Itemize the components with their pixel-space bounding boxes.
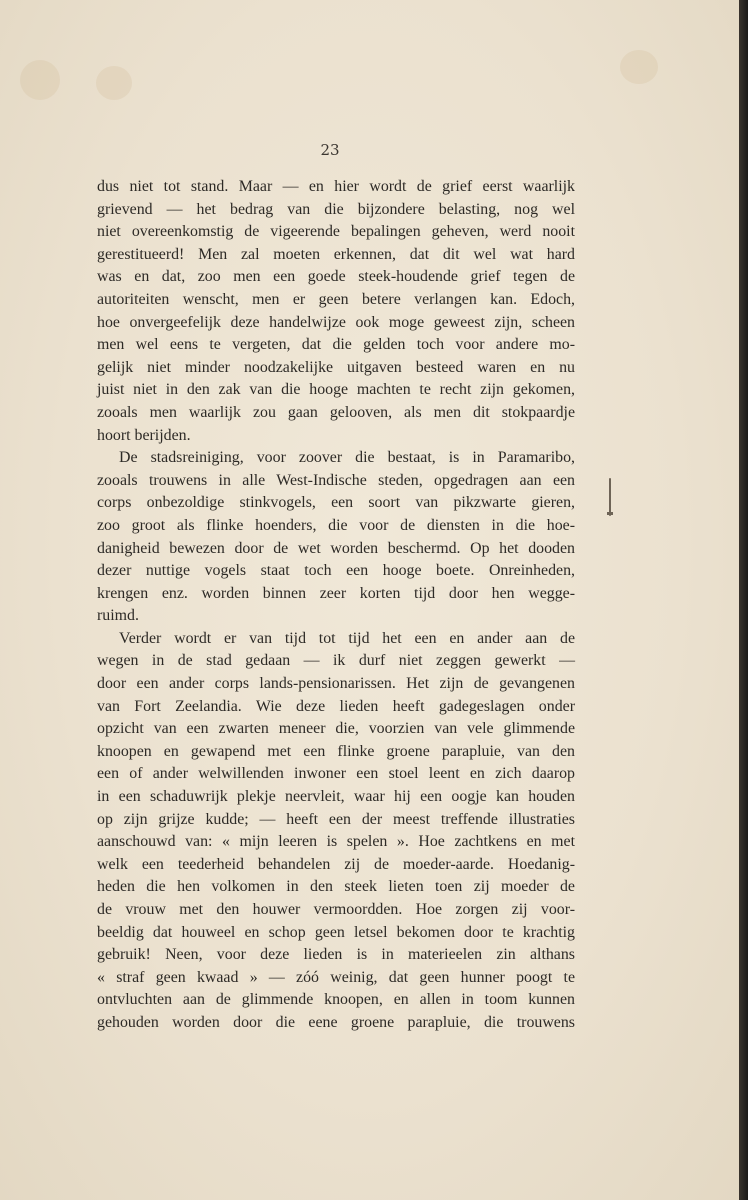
text-line: dezer nuttige vogels staat toch een hooge boete. Onreinheden, <box>97 562 575 580</box>
paper-stain <box>20 60 60 100</box>
text-line: zoo groot als flinke hoenders, die voor de diensten in die hoe- <box>97 516 575 534</box>
text-line: was en dat, zoo men een goede steek-houdende grief tegen de <box>97 268 575 286</box>
text-line: aanschouwd van: « mijn leeren is spelen ». Hoe zachtkens en met <box>97 833 575 851</box>
paper-stain <box>96 66 132 100</box>
text-line: corps onbezoldige stinkvogels, een soort van pikzwarte gieren, <box>97 494 575 512</box>
text-line: De stadsreiniging, voor zoover die bestaat, is in Paramaribo, <box>119 449 575 467</box>
text-line: welk een teederheid behandelen zij de moeder-aarde. Hoedanig- <box>97 855 575 873</box>
text-line: men wel eens te vergeten, dat die gelden toch voor andere mo- <box>97 336 575 354</box>
text-line: door een ander corps lands-pensionarissen. Het zijn de gevangenen <box>97 675 575 693</box>
text-line: zooals men waarlijk zou gaan gelooven, als men dit stokpaardje <box>97 403 575 421</box>
text-line: gebruik! Neen, voor deze lieden is in materieelen zin althans <box>97 946 575 964</box>
margin-pencil-mark <box>609 478 611 516</box>
paper-stain <box>620 50 658 84</box>
text-line: gerestitueerd! Men zal moeten erkennen, dat dit wel wat hard <box>97 245 575 263</box>
text-line: in een schaduwrijk plekje neervleit, waar hij een oogje kan houden <box>97 788 575 806</box>
text-line: grievend — het bedrag van die bijzondere belasting, nog wel <box>97 200 575 218</box>
text-line: Verder wordt er van tijd tot tijd het een en ander aan de <box>119 629 575 647</box>
body-text <box>97 176 575 1035</box>
text-line: zooals trouwens in alle West-Indische steden, opgedragen aan een <box>97 471 575 489</box>
text-line: ruimd. <box>97 607 139 625</box>
text-line: wegen in de stad gedaan — ik durf niet zeggen gewerkt — <box>97 652 575 670</box>
text-line: heden die hen volkomen in den steek lieten toen zij moeder de <box>97 878 575 896</box>
text-line: opzicht van een zwarten meneer die, voorzien van vele glimmende <box>97 720 575 738</box>
text-line: dus niet tot stand. Maar — en hier wordt de grief eerst waarlijk <box>97 178 575 195</box>
text-line: gelijk niet minder noodzakelijke uitgaven besteed waren en nu <box>97 358 575 376</box>
text-line: hoort berijden. <box>97 426 191 444</box>
text-line: op zijn grijze kudde; — heeft een der meest treffende illustraties <box>97 810 575 828</box>
text-line: juist niet in den zak van die hooge machten te recht zijn gekomen, <box>97 381 575 399</box>
text-line: niet overeenkomstig de vigeerende bepalingen geheven, werd nooit <box>97 223 575 241</box>
text-line: een of ander welwillenden inwoner een stoel leent en zich daarop <box>97 765 575 783</box>
page-number: 23 <box>320 141 340 159</box>
text-line: krengen enz. worden binnen zeer korten tijd door hen wegge- <box>97 584 575 602</box>
margin-pencil-tick <box>607 512 613 515</box>
text-line: de vrouw met den houwer vermoordden. Hoe zorgen zij voor- <box>97 901 575 918</box>
text-line: danigheid bewezen door de wet worden beschermd. Op het dooden <box>97 539 575 557</box>
text-line: ontvluchten aan de glimmende knoopen, en allen in toom kunnen <box>97 991 575 1009</box>
text-line: hoe onvergeefelijk deze handelwijze ook moge geweest zijn, scheen <box>97 313 575 331</box>
text-line: gehouden worden door die eene groene parapluie, die trouwens <box>97 1013 575 1031</box>
text-line: autoriteiten wenscht, men er geen betere verlangen kan. Edoch, <box>97 290 575 308</box>
text-line: beeldig dat houweel en schop geen letsel bekomen door te krachtig <box>97 923 575 941</box>
text-line: knoopen en gewapend met een flinke groene parapluie, van den <box>97 742 575 760</box>
text-line: van Fort Zeelandia. Wie deze lieden heeft gadegeslagen onder <box>97 697 575 715</box>
text-line: « straf geen kwaad » — zóó weinig, dat geen hunner poogt te <box>97 968 575 986</box>
page-edge-shadow <box>739 0 748 1200</box>
